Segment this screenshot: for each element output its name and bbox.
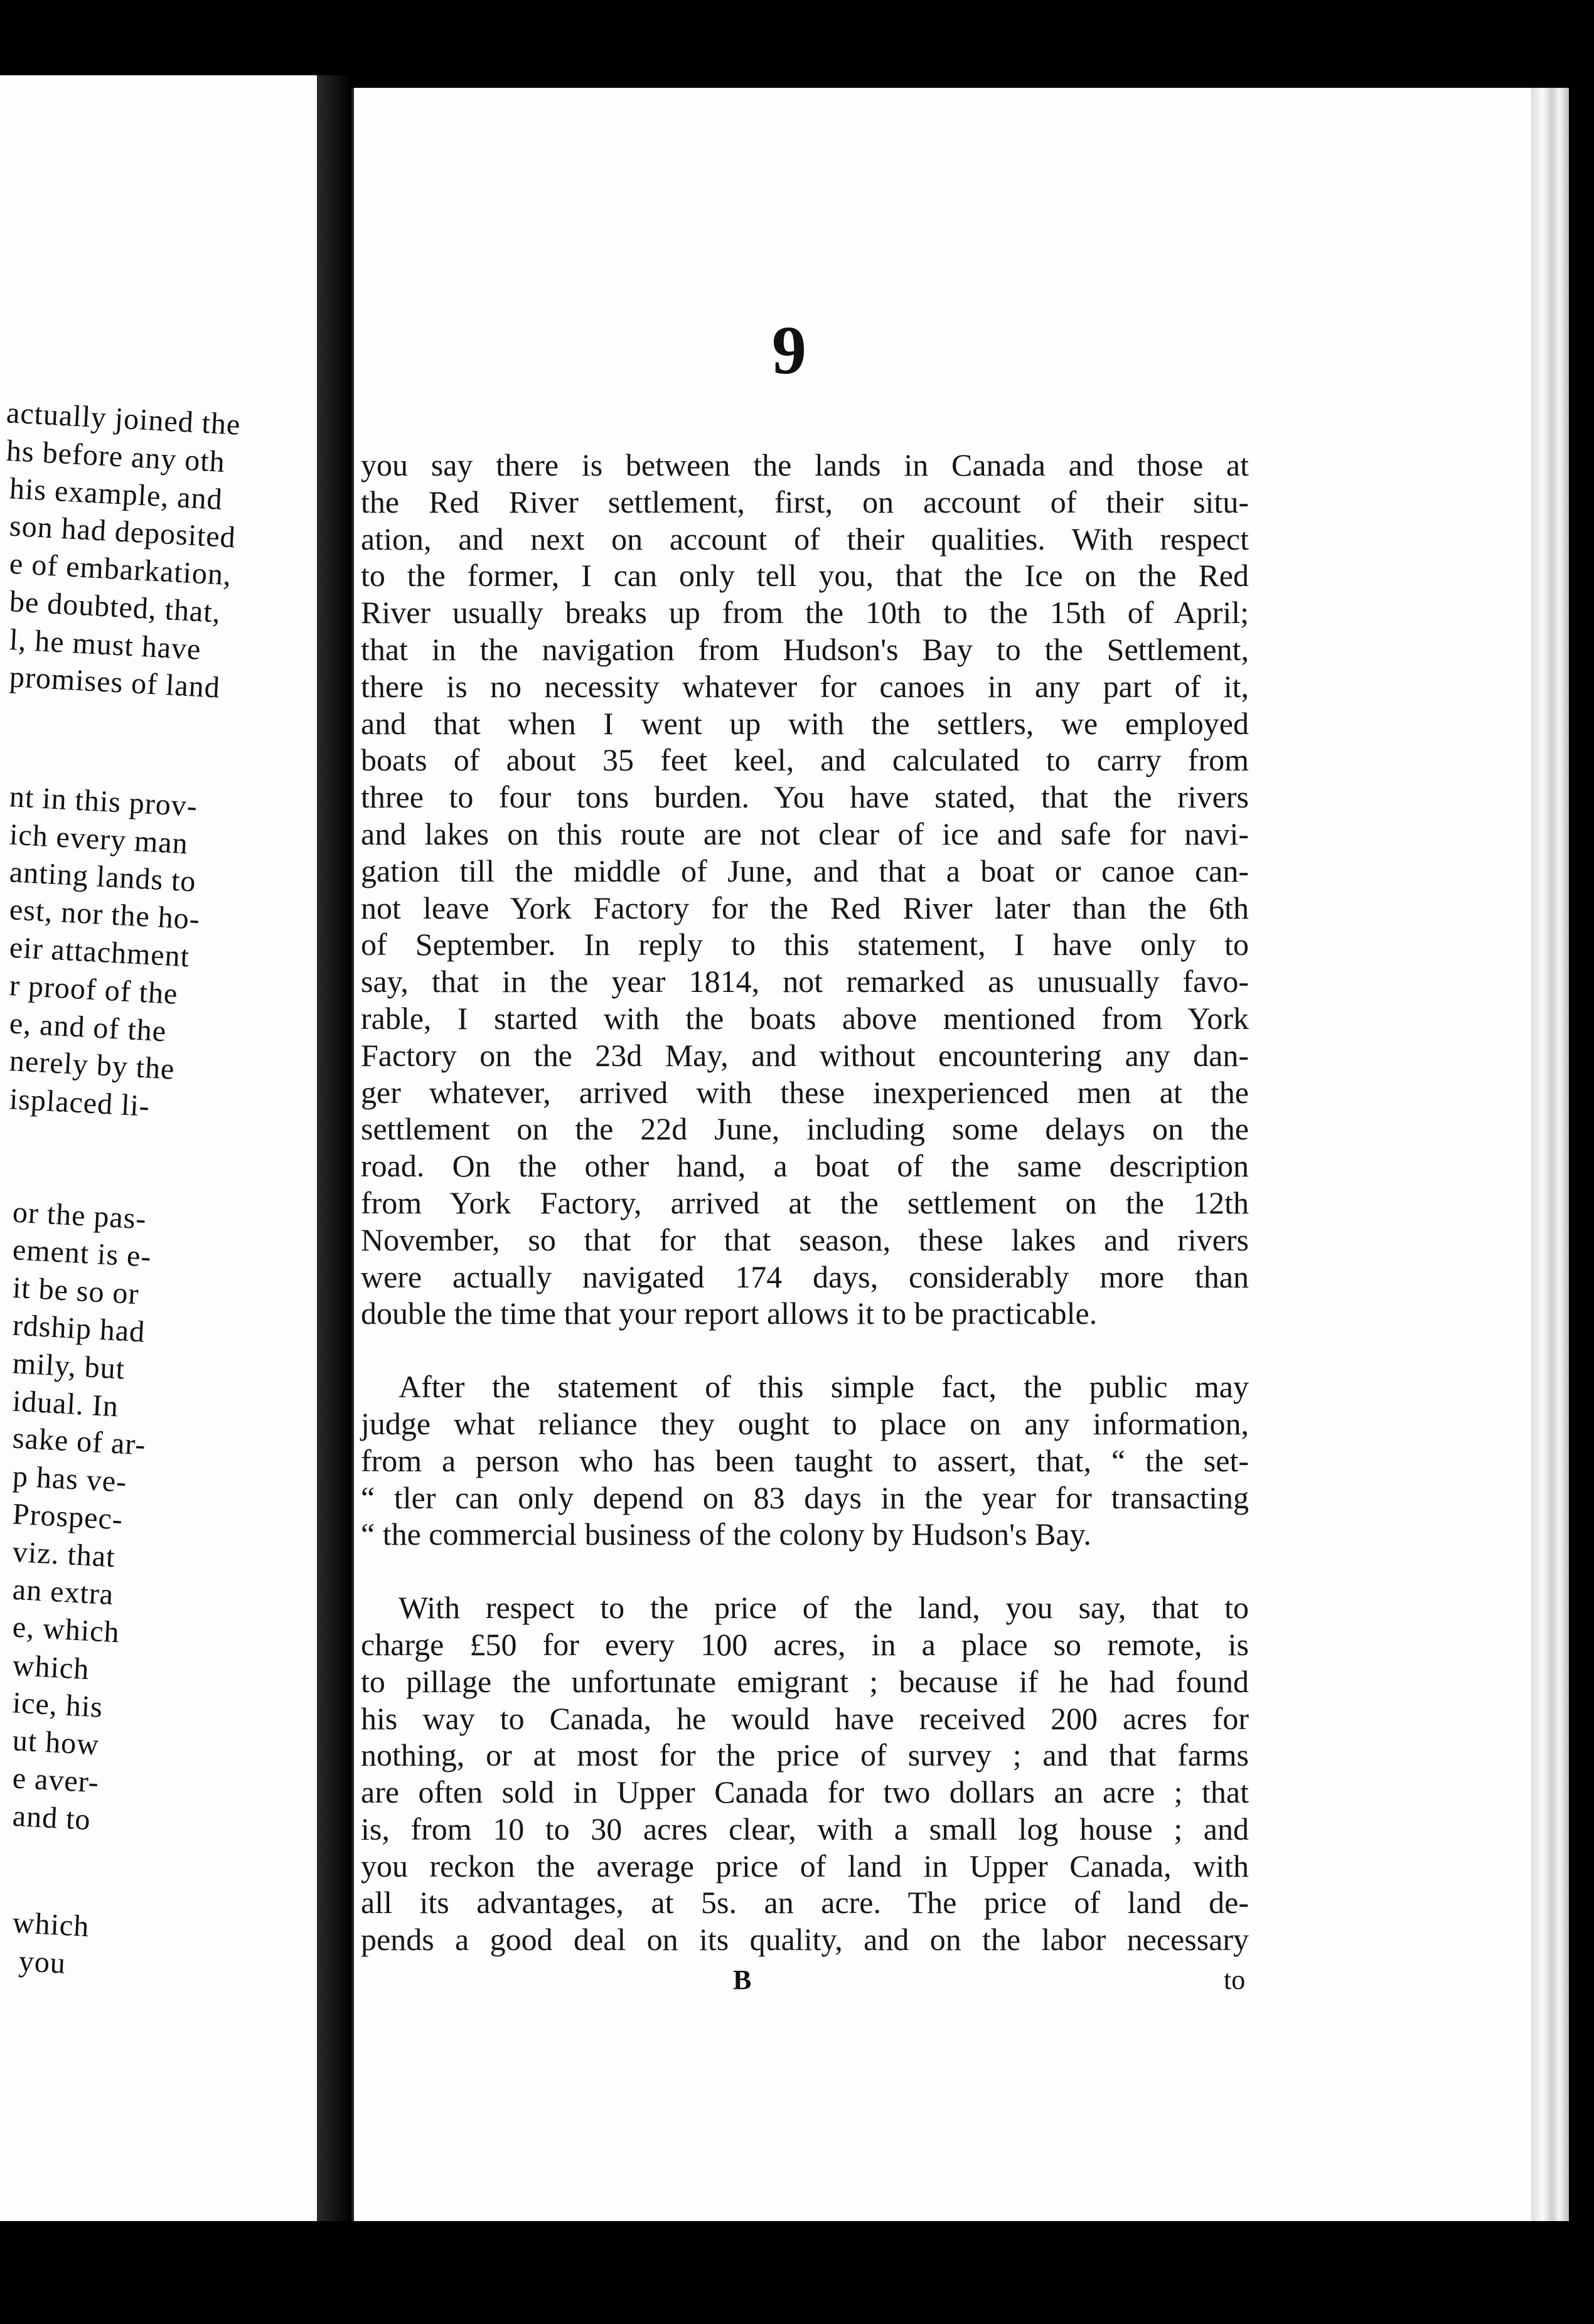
text-line: say, that in the year 1814, not remarked as unusually favo- xyxy=(361,964,1249,999)
left-page-line-fragment: Prospec- xyxy=(11,1497,124,1537)
left-page-line-fragment: or the pas- xyxy=(11,1195,147,1236)
text-line: judge what reliance they ought to place on any information, xyxy=(361,1405,1249,1441)
text-line: three to four tons burden. You have stated, that the rivers xyxy=(361,779,1249,815)
left-page-line-fragment: an extra xyxy=(11,1572,115,1612)
page-number: 9 xyxy=(772,312,806,388)
text-line: “ tler can only depend on 83 days in the year for transacting xyxy=(361,1479,1249,1515)
left-page-line-fragment: anting lands to xyxy=(8,855,197,898)
text-line: gation till the middle of June, and that a boat or canoe can- xyxy=(361,853,1249,888)
text-line: ation, and next on account of their qualities. With respect xyxy=(361,521,1249,557)
body-text xyxy=(361,447,1249,1958)
text-line: there is no necessity whatever for canoes in any part of it, xyxy=(361,668,1249,704)
text-line: Factory on the 23d May, and without encountering any dan- xyxy=(361,1037,1249,1073)
left-page-line-fragment: e, which xyxy=(11,1610,120,1650)
text-line: that in the navigation from Hudson's Bay to the Settlement, xyxy=(361,631,1249,667)
left-page-line-fragment: eir attachment xyxy=(8,930,191,974)
paragraph xyxy=(361,1368,1249,1553)
left-page-line-fragment: e aver- xyxy=(11,1761,100,1799)
left-page-line-fragment: it be so or xyxy=(11,1271,140,1311)
text-line: is, from 10 to 30 acres clear, with a small log house ; and xyxy=(361,1811,1249,1847)
text-line: With respect to the price of the land, you say, that to xyxy=(398,1590,1249,1626)
left-page-line-fragment: l, he must have xyxy=(8,623,202,666)
left-page-line-fragment: son had deposited xyxy=(8,509,237,555)
book-gutter xyxy=(317,75,351,2221)
text-line: settlement on the 22d June, including some delays on the xyxy=(361,1111,1249,1147)
text-line: nothing, or at most for the price of survey ; and that farms xyxy=(361,1737,1249,1773)
left-page-line-fragment: idual. In xyxy=(11,1384,120,1424)
left-page-line-fragment: and to xyxy=(11,1799,92,1837)
left-page-line-fragment: r proof of the xyxy=(8,969,179,1011)
page-edges xyxy=(1531,88,1569,2221)
text-line: his way to Canada, he would have received 200 acres for xyxy=(361,1700,1249,1736)
left-page-line-fragment: hs before any oth xyxy=(5,434,227,479)
left-page-line-fragment: mily, but xyxy=(11,1346,126,1386)
left-page-line-fragment: isplaced li- xyxy=(8,1082,151,1123)
left-page-line-fragment: ement is e- xyxy=(11,1233,152,1274)
left-page-line-fragment: ice, his xyxy=(11,1686,104,1724)
text-line: the Red River settlement, first, on account of their situ- xyxy=(361,484,1249,520)
catchword: to xyxy=(1224,1964,1246,1995)
text-line: to the former, I can only tell you, that the Ice on the Red xyxy=(361,558,1249,594)
paragraph xyxy=(361,1589,1249,1958)
left-page-line-fragment: ut how xyxy=(11,1724,100,1762)
paragraph-gap xyxy=(361,1332,1249,1368)
text-line: and that when I went up with the settlers, we employed xyxy=(361,705,1249,741)
text-line: charge £50 for every 100 acres, in a place so remote, is xyxy=(361,1626,1249,1662)
left-page-line-fragment: nerely by the xyxy=(8,1044,176,1086)
left-page-line-fragment: his example, and xyxy=(8,472,224,516)
text-line: you reckon the average price of land in Upper Canada, with xyxy=(361,1848,1249,1884)
signature-mark: B xyxy=(733,1964,752,1995)
text-line: all its advantages, at 5s. an acre. The price of land de- xyxy=(361,1885,1249,1921)
text-line: River usually breaks up from the 10th to the 15th of April; xyxy=(361,595,1249,631)
text-line: “ the commercial business of the colony by Hudson's Bay. xyxy=(361,1516,1091,1552)
text-line: ger whatever, arrived with these inexperienced men at the xyxy=(361,1074,1249,1110)
text-line: After the statement of this simple fact, the public may xyxy=(398,1369,1249,1405)
left-page-line-fragment: e, and of the xyxy=(8,1006,168,1048)
text-line: of September. In reply to this statement, I have only to xyxy=(361,927,1249,962)
text-line: November, so that for that season, these lakes and rivers xyxy=(361,1222,1249,1257)
text-line: road. On the other hand, a boat of the same description xyxy=(361,1148,1249,1184)
left-page-line-fragment: nt in this prov- xyxy=(8,780,199,823)
text-line: to pillage the unfortunate emigrant ; because if he had found xyxy=(361,1663,1249,1699)
left-page-line-fragment: sake of ar- xyxy=(11,1421,147,1462)
paragraph xyxy=(361,447,1249,1332)
left-page-line-fragment: be doubted, that, xyxy=(8,585,222,629)
text-line: and lakes on this route are not clear of ice and safe for navi- xyxy=(361,816,1249,851)
text-line: rable, I started with the boats above mentioned from York xyxy=(361,1000,1249,1036)
text-line: not leave York Factory for the Red River later than the 6th xyxy=(361,890,1249,925)
left-page-line-fragment: est, nor the ho- xyxy=(8,893,201,936)
text-line: are often sold in Upper Canada for two dollars an acre ; that xyxy=(361,1774,1249,1810)
text-line: from York Factory, arrived at the settlement on the 12th xyxy=(361,1185,1249,1220)
text-line: were actually navigated 174 days, considerably more than xyxy=(361,1259,1249,1294)
text-line: from a person who has been taught to assert, that, “ the set- xyxy=(361,1442,1249,1478)
text-line: pends a good deal on its quality, and on the labor necessary xyxy=(361,1922,1249,1958)
left-page-line-fragment: which xyxy=(11,1906,90,1944)
left-page-line-fragment: ich every man xyxy=(8,818,190,861)
left-page-line-fragment: e of embarkation, xyxy=(8,546,233,592)
paragraph-gap xyxy=(361,1553,1249,1589)
left-page-line-fragment: you xyxy=(18,1944,67,1980)
text-line: you say there is between the lands in Canada and those at xyxy=(361,447,1249,482)
left-page-line-fragment: p has ve- xyxy=(11,1459,128,1499)
left-page-line-fragment: rdship had xyxy=(11,1308,146,1349)
left-page-line-fragment: actually joined the xyxy=(5,396,242,442)
left-page-line-fragment: which xyxy=(11,1648,90,1687)
left-page-line-fragment: promises of land xyxy=(8,660,222,705)
left-page-line-fragment: viz. that xyxy=(11,1535,116,1574)
text-line: boats of about 35 feet keel, and calculated to carry from xyxy=(361,742,1249,778)
text-line: double the time that your report allows it to be practicable. xyxy=(361,1296,1098,1331)
